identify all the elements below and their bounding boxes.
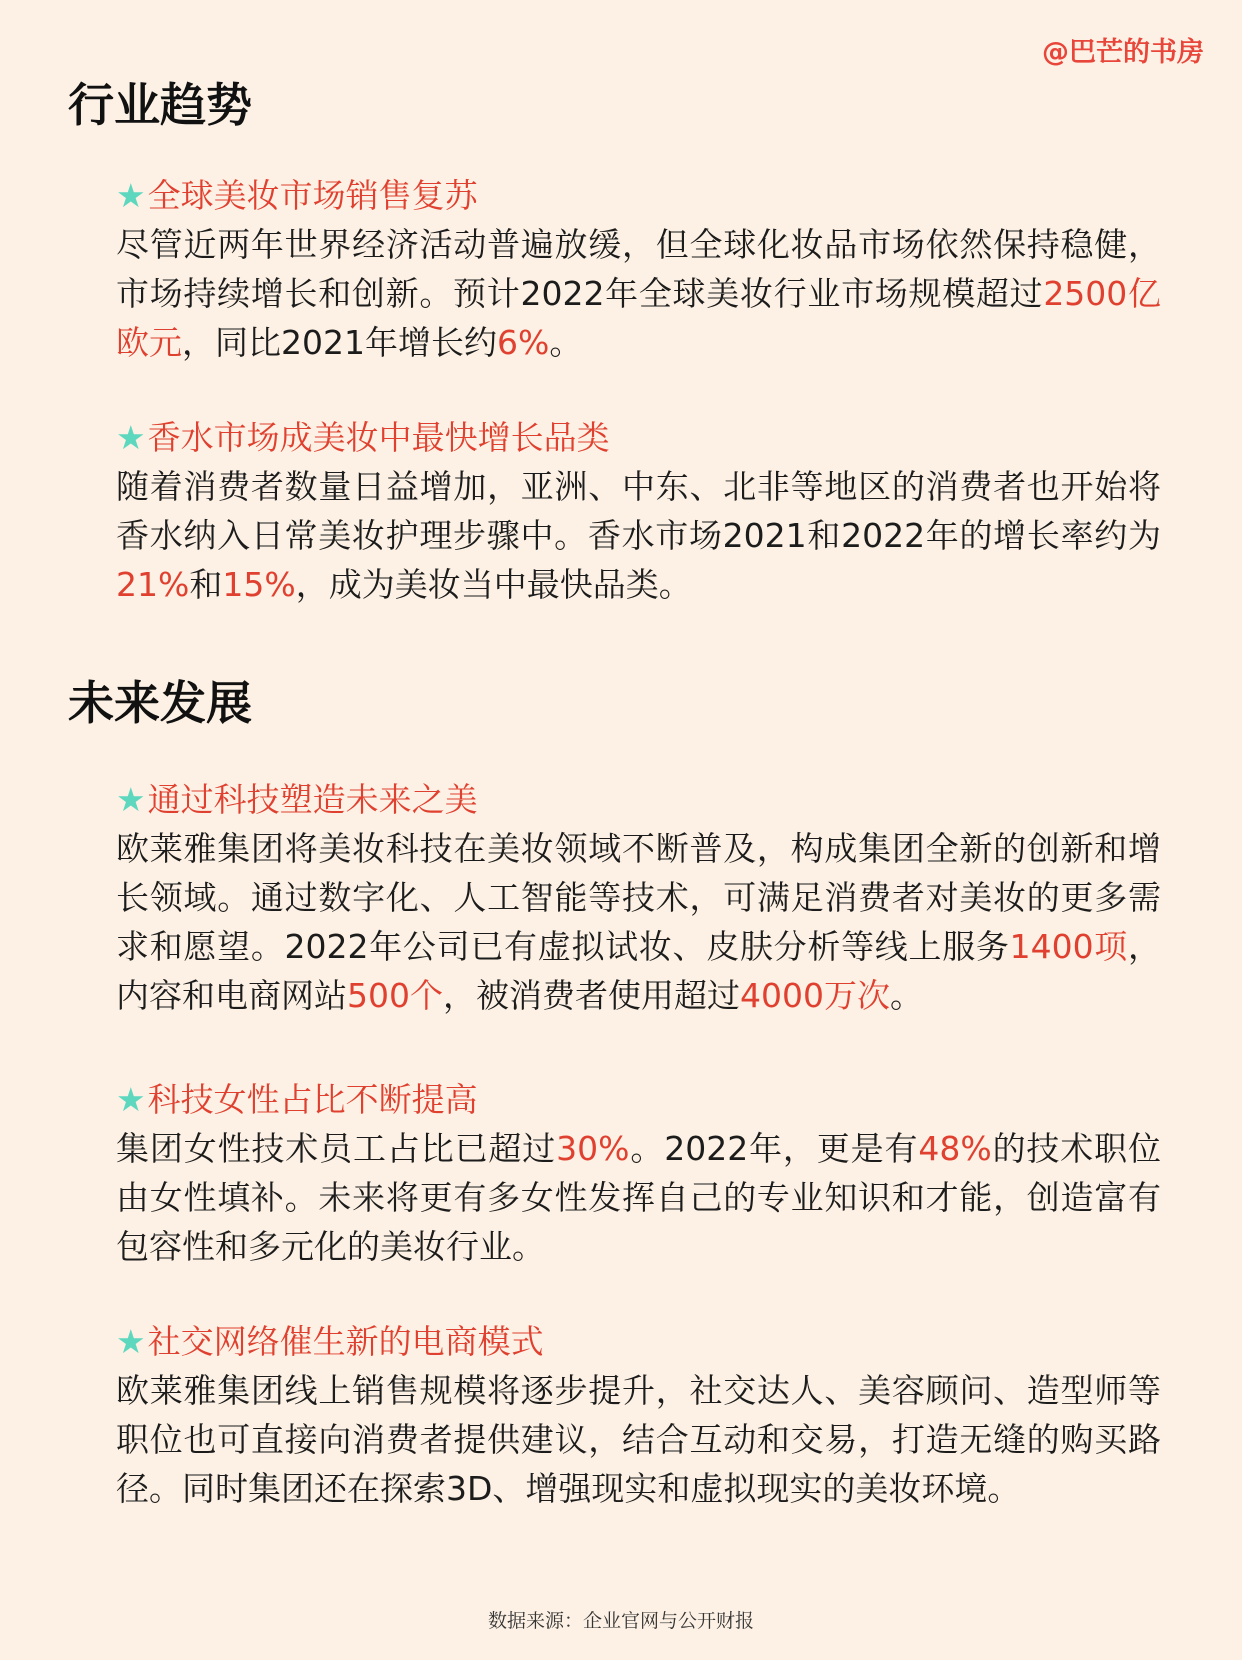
body-text: ，内容和电商网站 — [116, 927, 1162, 1015]
star-icon: ★ — [116, 418, 146, 457]
body-text: 。 — [549, 323, 583, 362]
highlight-figure: 4000万次 — [740, 976, 890, 1015]
highlight-figure: 21% — [116, 565, 190, 604]
item-title-text: 全球美妆市场销售复苏 — [147, 176, 478, 215]
highlight-figure: 2500亿欧元 — [116, 274, 1162, 362]
item-title-text: 社交网络催生新的电商模式 — [147, 1322, 544, 1361]
body-text: 和 — [189, 565, 223, 604]
body-text: 随着消费者数量日益增加，亚洲、中东、北非等地区的消费者也开始将香水纳入日常美妆护理步骤中。香水市场2021和2022年的增长率约为 — [116, 467, 1161, 555]
author-handle: @巴芒的书房 — [1042, 37, 1204, 68]
item-title — [116, 1322, 1161, 1362]
body-text: 集团女性技术员工占比已超过 — [116, 1129, 557, 1168]
body-text: 欧莱雅集团线上销售规模将逐步提升，社交达人、美容顾问、造型师等职位也可直接向消费者提供建议，结合互动和交易，打造无缝的购买路径。同时集团还在探索3D、增强现实和虚拟现实的美妆环境。 — [116, 1371, 1161, 1508]
item-title-text: 香水市场成美妆中最快增长品类 — [147, 418, 610, 457]
body-text: ，被消费者使用超过 — [443, 976, 740, 1015]
body-text: 。 — [889, 976, 923, 1015]
section-title-industry-trend: 行业趋势 — [68, 78, 252, 132]
item-body — [116, 1366, 1161, 1513]
future-item-social-commerce — [116, 1322, 1161, 1513]
trend-item-fragrance-market — [116, 418, 1161, 609]
body-text: 的技术职位由女性填补。未来将更有多女性发挥自己的专业知识和才能，创造富有包容性和多元化的美妆行业。 — [116, 1129, 1162, 1266]
highlight-figure: 15% — [222, 565, 296, 604]
star-icon: ★ — [116, 1080, 146, 1119]
body-text: 。2022年，更是有 — [629, 1129, 919, 1168]
item-title-text: 通过科技塑造未来之美 — [147, 780, 478, 819]
item-title — [116, 418, 1161, 458]
item-title — [116, 176, 1161, 216]
item-body — [116, 462, 1161, 609]
body-text: 尽管近两年世界经济活动普遍放缓，但全球化妆品市场依然保持稳健，市场持续增长和创新。预计2022年全球美妆行业市场规模超过 — [116, 225, 1161, 313]
section-title-future-development: 未来发展 — [68, 676, 252, 730]
body-text: ，同比2021年增长约 — [182, 323, 497, 362]
star-icon: ★ — [116, 1322, 146, 1361]
item-title-text: 科技女性占比不断提高 — [147, 1080, 478, 1119]
data-source-footer: 数据来源：企业官网与公开财报 — [487, 1610, 754, 1632]
future-item-beauty-tech — [116, 780, 1161, 1020]
item-body — [116, 1124, 1161, 1271]
highlight-figure: 48% — [918, 1129, 992, 1168]
highlight-figure: 500个 — [347, 976, 443, 1015]
highlight-figure: 30% — [556, 1129, 630, 1168]
future-item-women-in-tech — [116, 1080, 1161, 1271]
highlight-figure: 1400项 — [1009, 927, 1129, 966]
item-body — [116, 824, 1161, 1020]
item-body — [116, 220, 1161, 367]
star-icon: ★ — [116, 176, 146, 215]
highlight-figure: 6% — [496, 323, 550, 362]
item-title — [116, 780, 1161, 820]
item-title — [116, 1080, 1161, 1120]
trend-item-global-beauty-market — [116, 176, 1161, 367]
star-icon: ★ — [116, 780, 146, 819]
body-text: ，成为美妆当中最快品类。 — [295, 565, 692, 604]
body-text: 欧莱雅集团将美妆科技在美妆领域不断普及，构成集团全新的创新和增长领域。通过数字化、人工智能等技术，可满足消费者对美妆的更多需求和愿望。2022年公司已有虚拟试妆、皮肤分析等线上服务 — [116, 829, 1161, 966]
